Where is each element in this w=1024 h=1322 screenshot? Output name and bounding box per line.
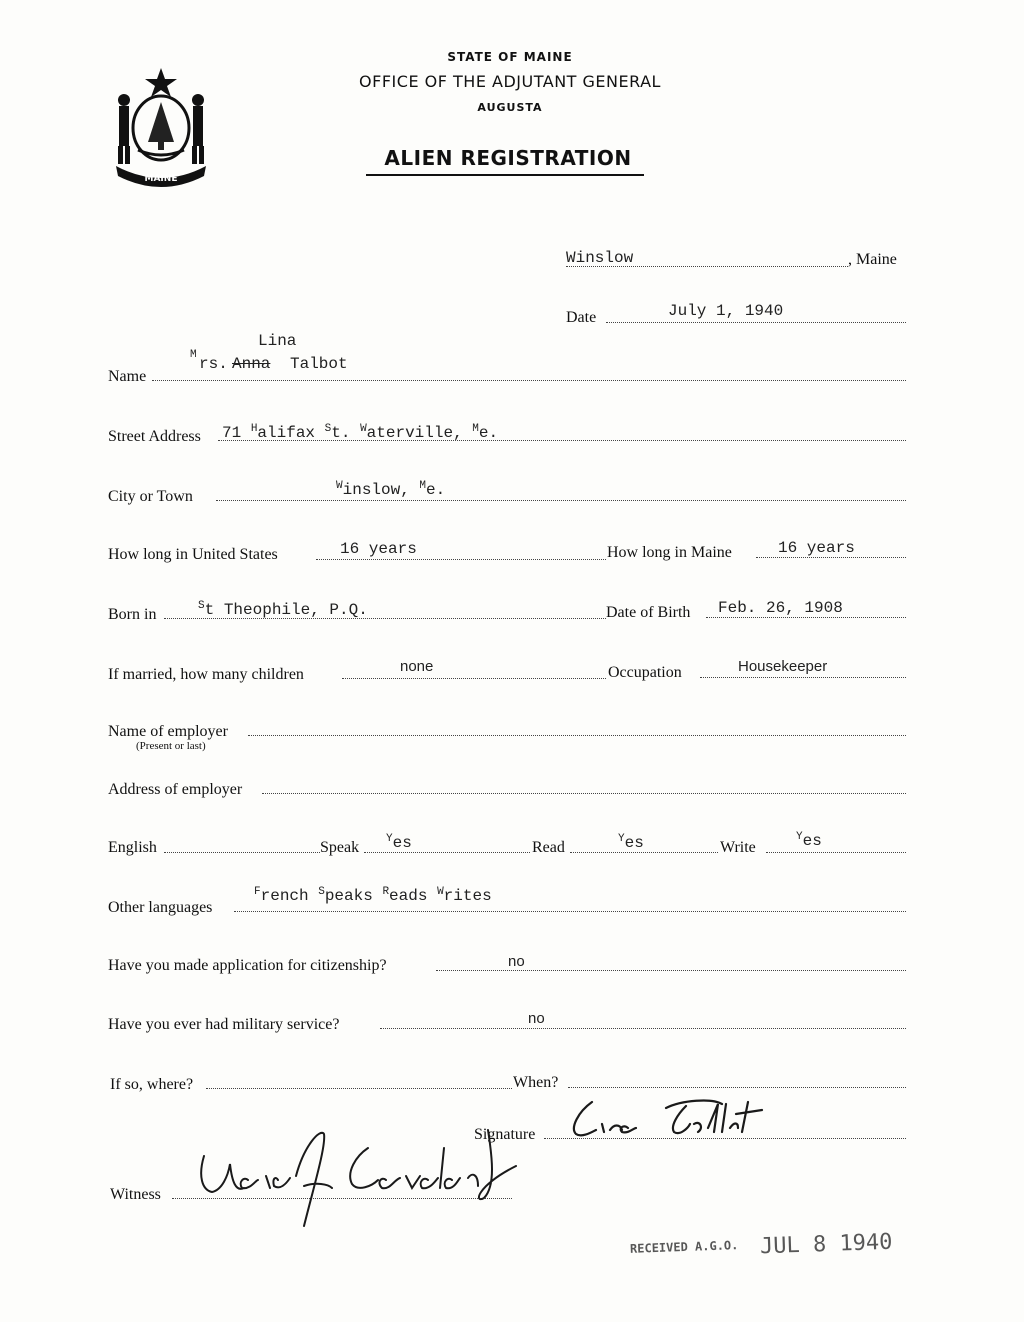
when-label: When? <box>513 1074 559 1091</box>
name-prefix-sup: M <box>190 349 197 361</box>
speak-value: $^Y$es <box>386 833 412 852</box>
speak-label: Speak <box>320 839 360 856</box>
dob-label: Date of Birth <box>606 604 691 621</box>
citizenship-line <box>436 970 906 971</box>
date-label: Date <box>566 309 597 326</box>
when-line <box>568 1087 906 1088</box>
military-line <box>380 1028 906 1029</box>
header-state: STATE OF MAINE <box>447 50 573 64</box>
name-label: Name <box>108 368 147 385</box>
english-line <box>164 852 320 853</box>
svg-text:Lina Talbot: Lina Talbot <box>562 1094 567 1095</box>
us-line <box>316 559 606 560</box>
city-value: $^W$inslow, $^M$e. <box>336 480 446 499</box>
maine-value: 16 years <box>778 539 855 557</box>
city-line <box>216 500 906 501</box>
witness-label: Witness <box>110 1186 161 1203</box>
maine-state-seal-icon <box>108 64 214 188</box>
street-label: Street Address <box>108 428 201 445</box>
header-office: OFFICE OF THE ADJUTANT GENERAL <box>359 72 661 91</box>
other-languages-value: $^F$rench $^S$peaks $^R$eads $^W$rites <box>254 886 492 905</box>
read-line <box>570 852 718 853</box>
city-label: City or Town <box>108 488 193 505</box>
employer-sub-label: (Present or last) <box>136 740 206 752</box>
read-value: $^Y$es <box>618 833 644 852</box>
write-value: $^Y$es <box>796 831 822 850</box>
other-languages-label: Other languages <box>108 899 213 916</box>
born-value: $^S$t Theophile, P.Q. <box>198 600 368 619</box>
speak-line <box>364 852 530 853</box>
dob-value: Feb. 26, 1908 <box>718 599 843 617</box>
name-prefix: rs. <box>199 355 228 373</box>
dob-line <box>706 617 906 618</box>
born-label: Born in <box>108 606 157 623</box>
where-label: If so, where? <box>110 1076 194 1093</box>
street-value: 71 $^H$alifax $^S$t. $^W$aterville, $^M$e. <box>222 423 499 442</box>
signature-label: Signature <box>474 1126 536 1143</box>
write-line <box>766 852 906 853</box>
signature-mark <box>562 1094 792 1150</box>
svg-text:David Leland: David Leland <box>196 1126 202 1127</box>
occupation-label: Occupation <box>608 664 682 681</box>
header-city: AUGUSTA <box>477 101 543 114</box>
date-value: July 1, 1940 <box>668 302 784 320</box>
occupation-line <box>700 677 906 678</box>
title-underline <box>366 174 644 176</box>
received-stamp-prefix: RECEIVED A.G.O. <box>629 1238 739 1256</box>
place-suffix: , Maine <box>848 251 897 268</box>
date-line <box>606 322 906 323</box>
military-value: no <box>528 1010 545 1027</box>
children-label: If married, how many children <box>108 666 304 683</box>
svg-text:MAINE: MAINE <box>144 174 178 184</box>
received-stamp-date: JUL 8 1940 <box>759 1229 893 1260</box>
name-insert: Lina <box>258 332 297 350</box>
citizenship-label: Have you made application for citizenship? <box>108 957 387 974</box>
military-label: Have you ever had military service? <box>108 1016 340 1033</box>
name-struck: Anna <box>232 355 271 373</box>
other-languages-line <box>234 911 906 912</box>
write-label: Write <box>720 839 756 856</box>
employer-line <box>248 735 906 736</box>
maine-line <box>756 557 906 558</box>
witness-signature-mark <box>196 1126 536 1230</box>
place-value: Winslow <box>566 249 634 267</box>
employer-address-label: Address of employer <box>108 781 243 798</box>
citizenship-value: no <box>508 953 525 970</box>
us-label: How long in United States <box>108 546 278 563</box>
occupation-value: Housekeeper <box>738 658 828 675</box>
children-value: none <box>400 658 434 675</box>
employer-address-line <box>262 793 906 794</box>
read-label: Read <box>532 839 565 856</box>
name-line <box>152 380 906 381</box>
english-label: English <box>108 839 157 856</box>
name-surname: Talbot <box>290 355 348 373</box>
where-line <box>206 1088 512 1089</box>
maine-label: How long in Maine <box>607 544 732 561</box>
form-title: ALIEN REGISTRATION <box>384 146 632 170</box>
us-value: 16 years <box>340 540 417 558</box>
employer-label: Name of employer <box>108 723 228 740</box>
children-line <box>342 678 606 679</box>
